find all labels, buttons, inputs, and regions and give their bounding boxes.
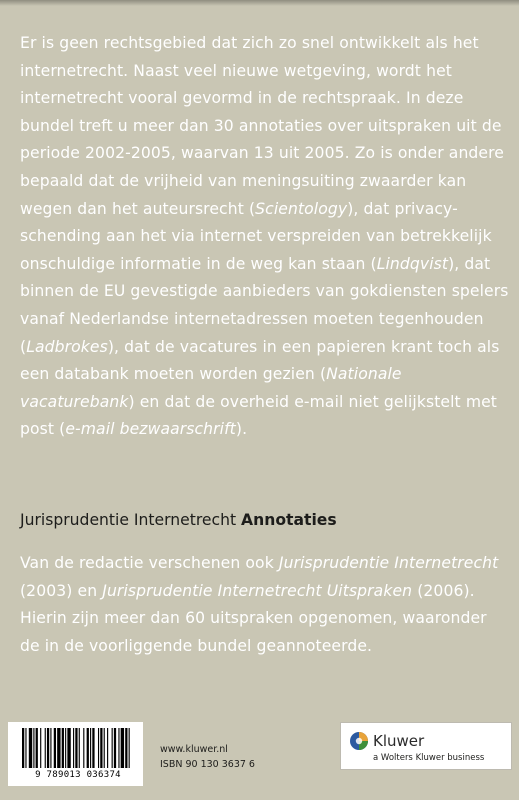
series-title (20, 508, 337, 532)
series-bold-title: Annotaties (241, 511, 337, 529)
barcode-bar (112, 728, 113, 768)
barcode-bar (98, 728, 99, 768)
blurb-run: ), dat privacy-schending aan het via internet verspreiden van betrekkelijk onschuldige informatie in de weg kan staan ( (20, 199, 492, 273)
blurb-italic-run: Lindqvist (376, 254, 449, 273)
barcode-bar (107, 728, 108, 768)
barcode-bar (87, 728, 89, 768)
cover-top-edge (0, 0, 519, 6)
blurb-italic-run: Scientology (255, 199, 348, 218)
blurb-run: ), dat binnen de EU gevestigde aanbieders van gokdiensten spelers vanaf Nederlandse internetadressen moeten tegenhouden ( (20, 254, 509, 356)
barcode-number: 9 789013 036374 (35, 770, 121, 780)
blurb-paragraph (20, 30, 510, 444)
barcode-bar (100, 728, 102, 768)
barcode-bar (62, 728, 64, 768)
blurb-run: Er is geen rechtsgebied dat zich zo snel ontwikkelt als het internetrecht. Naast veel nieuwe wetgeving, wordt het internetrecht vooral gevormd in de rechtspraak. In deze bundel treft u meer dan 30 annotaties over uitspraken uit de periode 2002-2005, waarvan 13 uit 2005. Zo is onder andere bepaald dat de vrijheid van meningsuiting zwaarder kan wegen dan het auteursrecht ( (20, 34, 504, 218)
website-link[interactable]: www.kluwer.nl (160, 744, 228, 755)
related-run: (2003) en (20, 581, 103, 600)
barcode-bar (65, 728, 66, 768)
globe-icon (349, 731, 369, 751)
barcode-bar (29, 728, 32, 768)
logo-tagline: a Wolters Kluwer business (373, 753, 485, 763)
barcode-bar (129, 728, 130, 768)
barcode-panel (8, 722, 143, 786)
related-text (20, 550, 500, 660)
barcode-bar (75, 728, 77, 768)
barcode-bar (22, 728, 24, 768)
related-paragraph (20, 550, 500, 660)
logo-name: Kluwer (373, 732, 425, 750)
publisher-info (160, 742, 255, 772)
barcode-bar (121, 728, 124, 768)
blurb-italic-run: Ladbrokes (26, 337, 108, 356)
barcode-bar (36, 728, 38, 768)
barcode-bar (67, 728, 70, 768)
blurb-run: ) en dat de overheid e-mail niet gelijkstelt met post ( (20, 392, 498, 439)
barcode-bar (118, 728, 119, 768)
barcode-bar (47, 728, 49, 768)
blurb-run: ), dat de vacatures in een papieren krant toch als een databank moeten worden gezien ( (20, 337, 500, 384)
barcode-bar (125, 728, 127, 768)
barcode-bar (92, 728, 94, 768)
barcode-bar (40, 728, 41, 768)
barcode-bar (57, 728, 60, 768)
barcode-bar (83, 728, 84, 768)
barcode-bar (25, 728, 26, 768)
blurb-text (20, 30, 510, 444)
blurb-run: ). (235, 420, 248, 439)
related-italic-run: Jurisprudentie Internetrecht (278, 554, 499, 572)
related-run: Van de redactie verschenen ook (20, 554, 279, 572)
related-italic-run: Jurisprudentie Internetrecht Uitspraken (102, 581, 413, 600)
barcode-bar (54, 728, 56, 768)
barcode-bar (104, 728, 105, 768)
barcode (22, 728, 132, 768)
kluwer-logo (340, 722, 512, 770)
blurb-italic-run: e-mail bezwaarschrift (65, 420, 236, 439)
series-name: Jurisprudentie Internetrecht (20, 511, 237, 529)
isbn-text: ISBN 90 130 3637 6 (160, 759, 255, 770)
related-run: (2006). Hierin zijn meer dan 60 uitspraken opgenomen, waaronder de in de voorliggende bundel geannoteerde. (20, 581, 487, 655)
barcode-bar (50, 728, 51, 768)
barcode-bar (79, 728, 80, 768)
blurb-italic-run: Nationale vacaturebank (20, 365, 402, 411)
barcode-bar (114, 728, 116, 768)
barcode-bar (45, 728, 46, 768)
barcode-bar (73, 728, 74, 768)
barcode-bar (33, 728, 34, 768)
barcode-bar (90, 728, 91, 768)
